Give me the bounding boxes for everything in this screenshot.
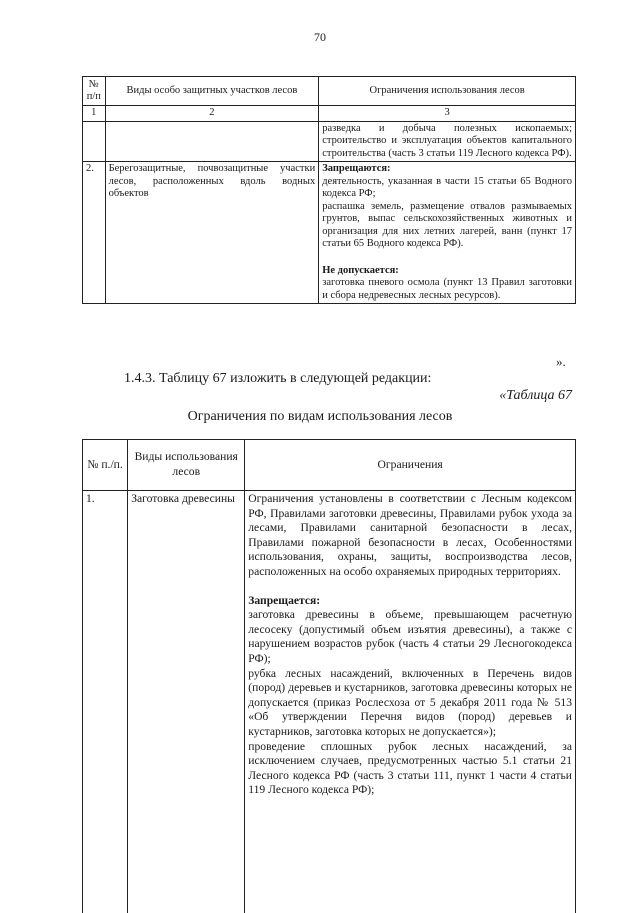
column-number-row [83, 106, 576, 122]
restriction-item: распашка земель, размещение отвалов размываемых грунтов, выпас сельскохозяйственных животных и организация для них летних лагерей, ванн (пункт 17 статьи 65 Водного кодекса РФ). [322, 201, 572, 251]
column-number: 3 [319, 106, 576, 122]
restrictions-cell [245, 491, 576, 913]
restriction-item: заготовка пневого осмола (пункт 13 Правил заготовки и сбора недревесных лесных ресурсов). [322, 277, 572, 302]
table-row [83, 162, 576, 304]
table-title: Ограничения по видам использования лесов [0, 409, 640, 425]
header-restrictions: Ограничения использования лесов [319, 77, 576, 106]
plot-type: Берегозащитные, почвозащитные участки лесов, расположенных вдоль водных объектов [105, 162, 319, 304]
table-row [83, 491, 576, 913]
restrictions-cell [319, 162, 576, 304]
page-number: 70 [0, 30, 640, 45]
forbidden-heading: Запрещаются: [322, 163, 572, 176]
column-number: 1 [83, 106, 106, 122]
table-label: «Таблица 67 [499, 388, 572, 404]
restrictions-by-use-table [82, 439, 576, 913]
header-plot-types: Виды особо защитных участков лесов [105, 77, 319, 106]
restriction-item: заготовка древесины в объеме, превышающем расчетную лесосеку (допустимый объем изъятия древесины), а также с нарушением возрастов рубок (часть 4 статьи 29 Лесногокодекса РФ); [248, 608, 572, 666]
amendment-text: 1.4.3. Таблицу 67 изложить в следующей редакции: [124, 371, 431, 387]
restriction-item: деятельность, указанная в части 15 статьи 65 Водного кодекса РФ; [322, 176, 572, 201]
restrictions-intro: Ограничения установлены в соответствии с Лесным кодексом РФ, Правилами заготовки древесины, Правилами рубок ухода за лесами, Правилами санитарной безопасности в лесах, Правилами пожарной безопасности в лесах, Особенностями использования, охраны, защиты, воспроизводства лесов, расположенных на особо охраняемых природных территориях. [248, 492, 572, 580]
not-allowed-heading: Не допускается: [322, 265, 572, 278]
table-row [83, 121, 576, 162]
header-number: № п./п. [83, 440, 128, 491]
header-restrictions: Ограничения [245, 440, 576, 491]
closing-quote: ». [556, 354, 566, 370]
use-type: Заготовка древесины [128, 491, 245, 913]
continuation-text: разведка и добыча полезных ископаемых; строительство и эксплуатация объектов капитального строительства (часть 3 статьи 119 Лесного кодекса РФ). [319, 121, 576, 162]
table-header-row [83, 77, 576, 106]
row-number: 2. [83, 162, 106, 304]
restrictions-table-continued [82, 76, 576, 304]
header-number: № п/п [83, 77, 106, 106]
header-use-types: Виды использования лесов [128, 440, 245, 491]
row-number: 1. [83, 491, 128, 913]
table-header-row [83, 440, 576, 491]
restriction-item: рубка лесных насаждений, включенных в Перечень видов (пород) деревьев и кустарников, заготовка древесины которых не допускается (приказ Рослесхоза от 5 декабря 2011 года № 513 «Об утверждении Перечня видов (пород) деревьев и кустарников, заготовка которых не допускается»); [248, 667, 572, 740]
column-number: 2 [105, 106, 319, 122]
restriction-item: проведение сплошных рубок лесных насаждений, за исключением случаев, предусмотренных частью 5.1 статьи 21 Лесного кодекса РФ (часть 3 статьи 111, пункт 1 части 4 статьи 119 Лесного кодекса РФ); [248, 740, 572, 798]
forbidden-heading: Запрещается: [248, 594, 572, 609]
